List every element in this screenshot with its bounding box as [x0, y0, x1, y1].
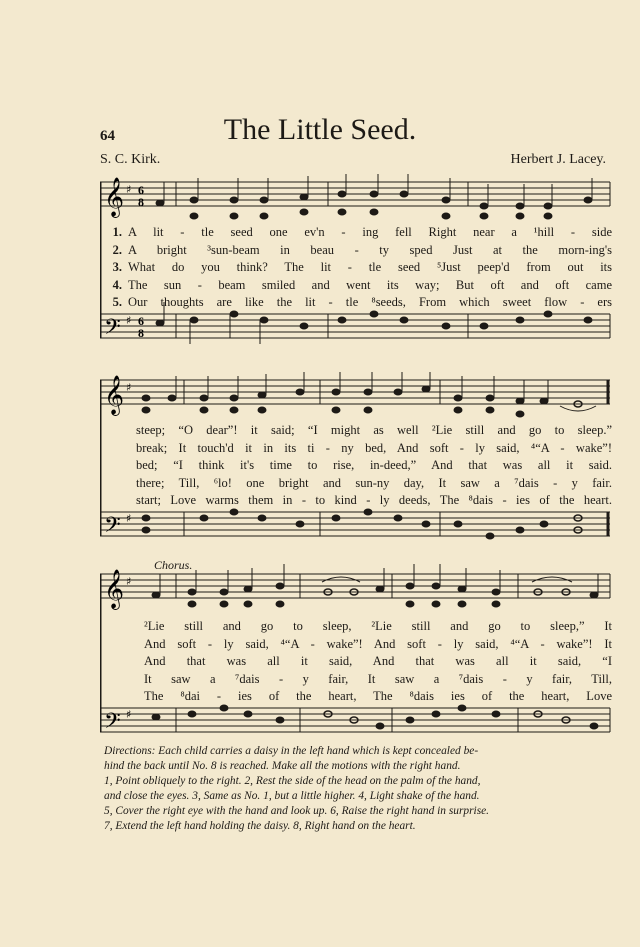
hymn-title: The Little Seed. [223, 113, 417, 146]
lyric-line [100, 242, 612, 260]
direction-line: hind the back until No. 8 is reached. Make all the motions with the right hand. [104, 760, 461, 772]
direction-line: and close the eyes. 3, Same as No. 1, but a little higher. 4, Light shake of the hand. [104, 790, 480, 802]
music-system-3 [100, 558, 612, 742]
lyric-line [100, 492, 612, 510]
svg-text:𝄢: 𝄢 [104, 709, 121, 739]
lyric-text: there; Till, ⁶lo! one bright and sun-ny day, It saw a ⁷dais - y fair. [136, 475, 612, 490]
verse-number: 5. [112, 295, 122, 309]
lyric-text: start; Love warms them in - to kind - ly deeds, The ⁸dais - ies of the heart. [136, 493, 612, 507]
lyric-text: Our thoughts are like the lit - tle ⁸seeds, From which sweet flow - ers [128, 295, 612, 309]
lyric-text: ²Lie still and go to sleep, ²Lie still and go to sleep,” It [144, 619, 612, 633]
lyric-text: It saw a ⁷dais - y fair, It saw a ⁷dais - y fair, Till, [144, 671, 612, 686]
lyric-line [100, 440, 612, 458]
lyric-text: The sun - beam smiled and went its way; But oft and oft came [128, 277, 612, 292]
lyric-line [100, 422, 612, 440]
svg-text:♯: ♯ [126, 183, 132, 196]
lyric-line [100, 224, 612, 242]
lyric-line [100, 618, 612, 636]
lyric-line [100, 671, 612, 689]
svg-text:8: 8 [138, 326, 144, 340]
svg-text:6: 6 [138, 314, 144, 328]
lyric-text: What do you think? The lit - tle seed ⁵Just peep'd from out its [128, 260, 612, 274]
verse-number: 2. [112, 242, 122, 257]
direction-line: 1, Point obliquely to the right. 2, Rest the side of the head on the palm of the hand, [104, 775, 481, 787]
svg-text:♯: ♯ [126, 314, 132, 327]
lyric-line [100, 259, 612, 277]
lyric-line [100, 653, 612, 671]
verse-lyrics [100, 224, 612, 312]
svg-text:6: 6 [138, 183, 144, 197]
lyric-text: break; It touch'd it in its ti - ny bed, And soft - ly said, ⁴“A - wake”! [136, 440, 612, 455]
verse-number: 1. [112, 225, 122, 239]
svg-text:𝄞: 𝄞 [104, 177, 125, 217]
svg-text:𝄞: 𝄞 [104, 375, 125, 415]
svg-text:𝄢: 𝄢 [104, 315, 121, 345]
lyric-text: The ⁸dai - ies of the heart, The ⁸dais ies of the heart, Love [144, 689, 612, 703]
svg-text:8: 8 [138, 195, 144, 209]
lyric-line [100, 475, 612, 493]
chorus-lyrics [100, 618, 612, 706]
page-number: 64 [100, 128, 115, 144]
performance-directions [104, 744, 616, 834]
direction-line: Directions: Each child carries a daisy in the left hand which is kept concealed be- [104, 745, 479, 757]
music-system-2 [100, 372, 612, 558]
composer-credit: Herbert J. Lacey. [510, 152, 606, 167]
svg-text:♯: ♯ [126, 575, 132, 588]
svg-text:♯: ♯ [126, 512, 132, 525]
svg-text:𝄢: 𝄢 [104, 513, 121, 543]
music-system-1 [100, 174, 612, 364]
verse-number: 3. [112, 260, 122, 274]
svg-text:♯: ♯ [126, 708, 132, 721]
lyric-line [100, 636, 612, 654]
lyric-line [100, 294, 612, 312]
lyric-line [100, 277, 612, 295]
lyric-text: steep; “O dear”! it said; “I might as well ²Lie still and go to sleep.” [136, 423, 612, 437]
direction-line: 5, Cover the right eye with the hand and look up. 6, Raise the right hand in surprise. [104, 805, 490, 817]
lyric-text: A bright ³sun-beam in beau - ty sped Just at the morn-ing's [128, 242, 612, 257]
lyric-text: And that was all it said, And that was all it said, “I [144, 654, 612, 668]
lyricist-credit: S. C. Kirk. [100, 152, 161, 167]
direction-line: 7, Extend the left hand holding the daisy. 8, Right hand on the heart. [104, 820, 416, 832]
lyric-text: And soft - ly said, ⁴“A - wake”! And soft - ly said, ⁴“A - wake”! It [144, 636, 612, 651]
chorus-label: Chorus. [154, 558, 193, 572]
lyric-text: bed; “I think it's time to rise, in-deed,” And that was all it said. [136, 458, 612, 472]
svg-text:𝄞: 𝄞 [104, 569, 125, 609]
svg-text:♯: ♯ [126, 381, 132, 394]
lyric-text: A lit - tle seed one ev'n - ing fell Right near a ¹hill - side [128, 225, 612, 239]
verse-lyrics [100, 422, 612, 510]
verse-number: 4. [112, 277, 122, 292]
lyric-line [100, 688, 612, 706]
lyric-line [100, 457, 612, 475]
